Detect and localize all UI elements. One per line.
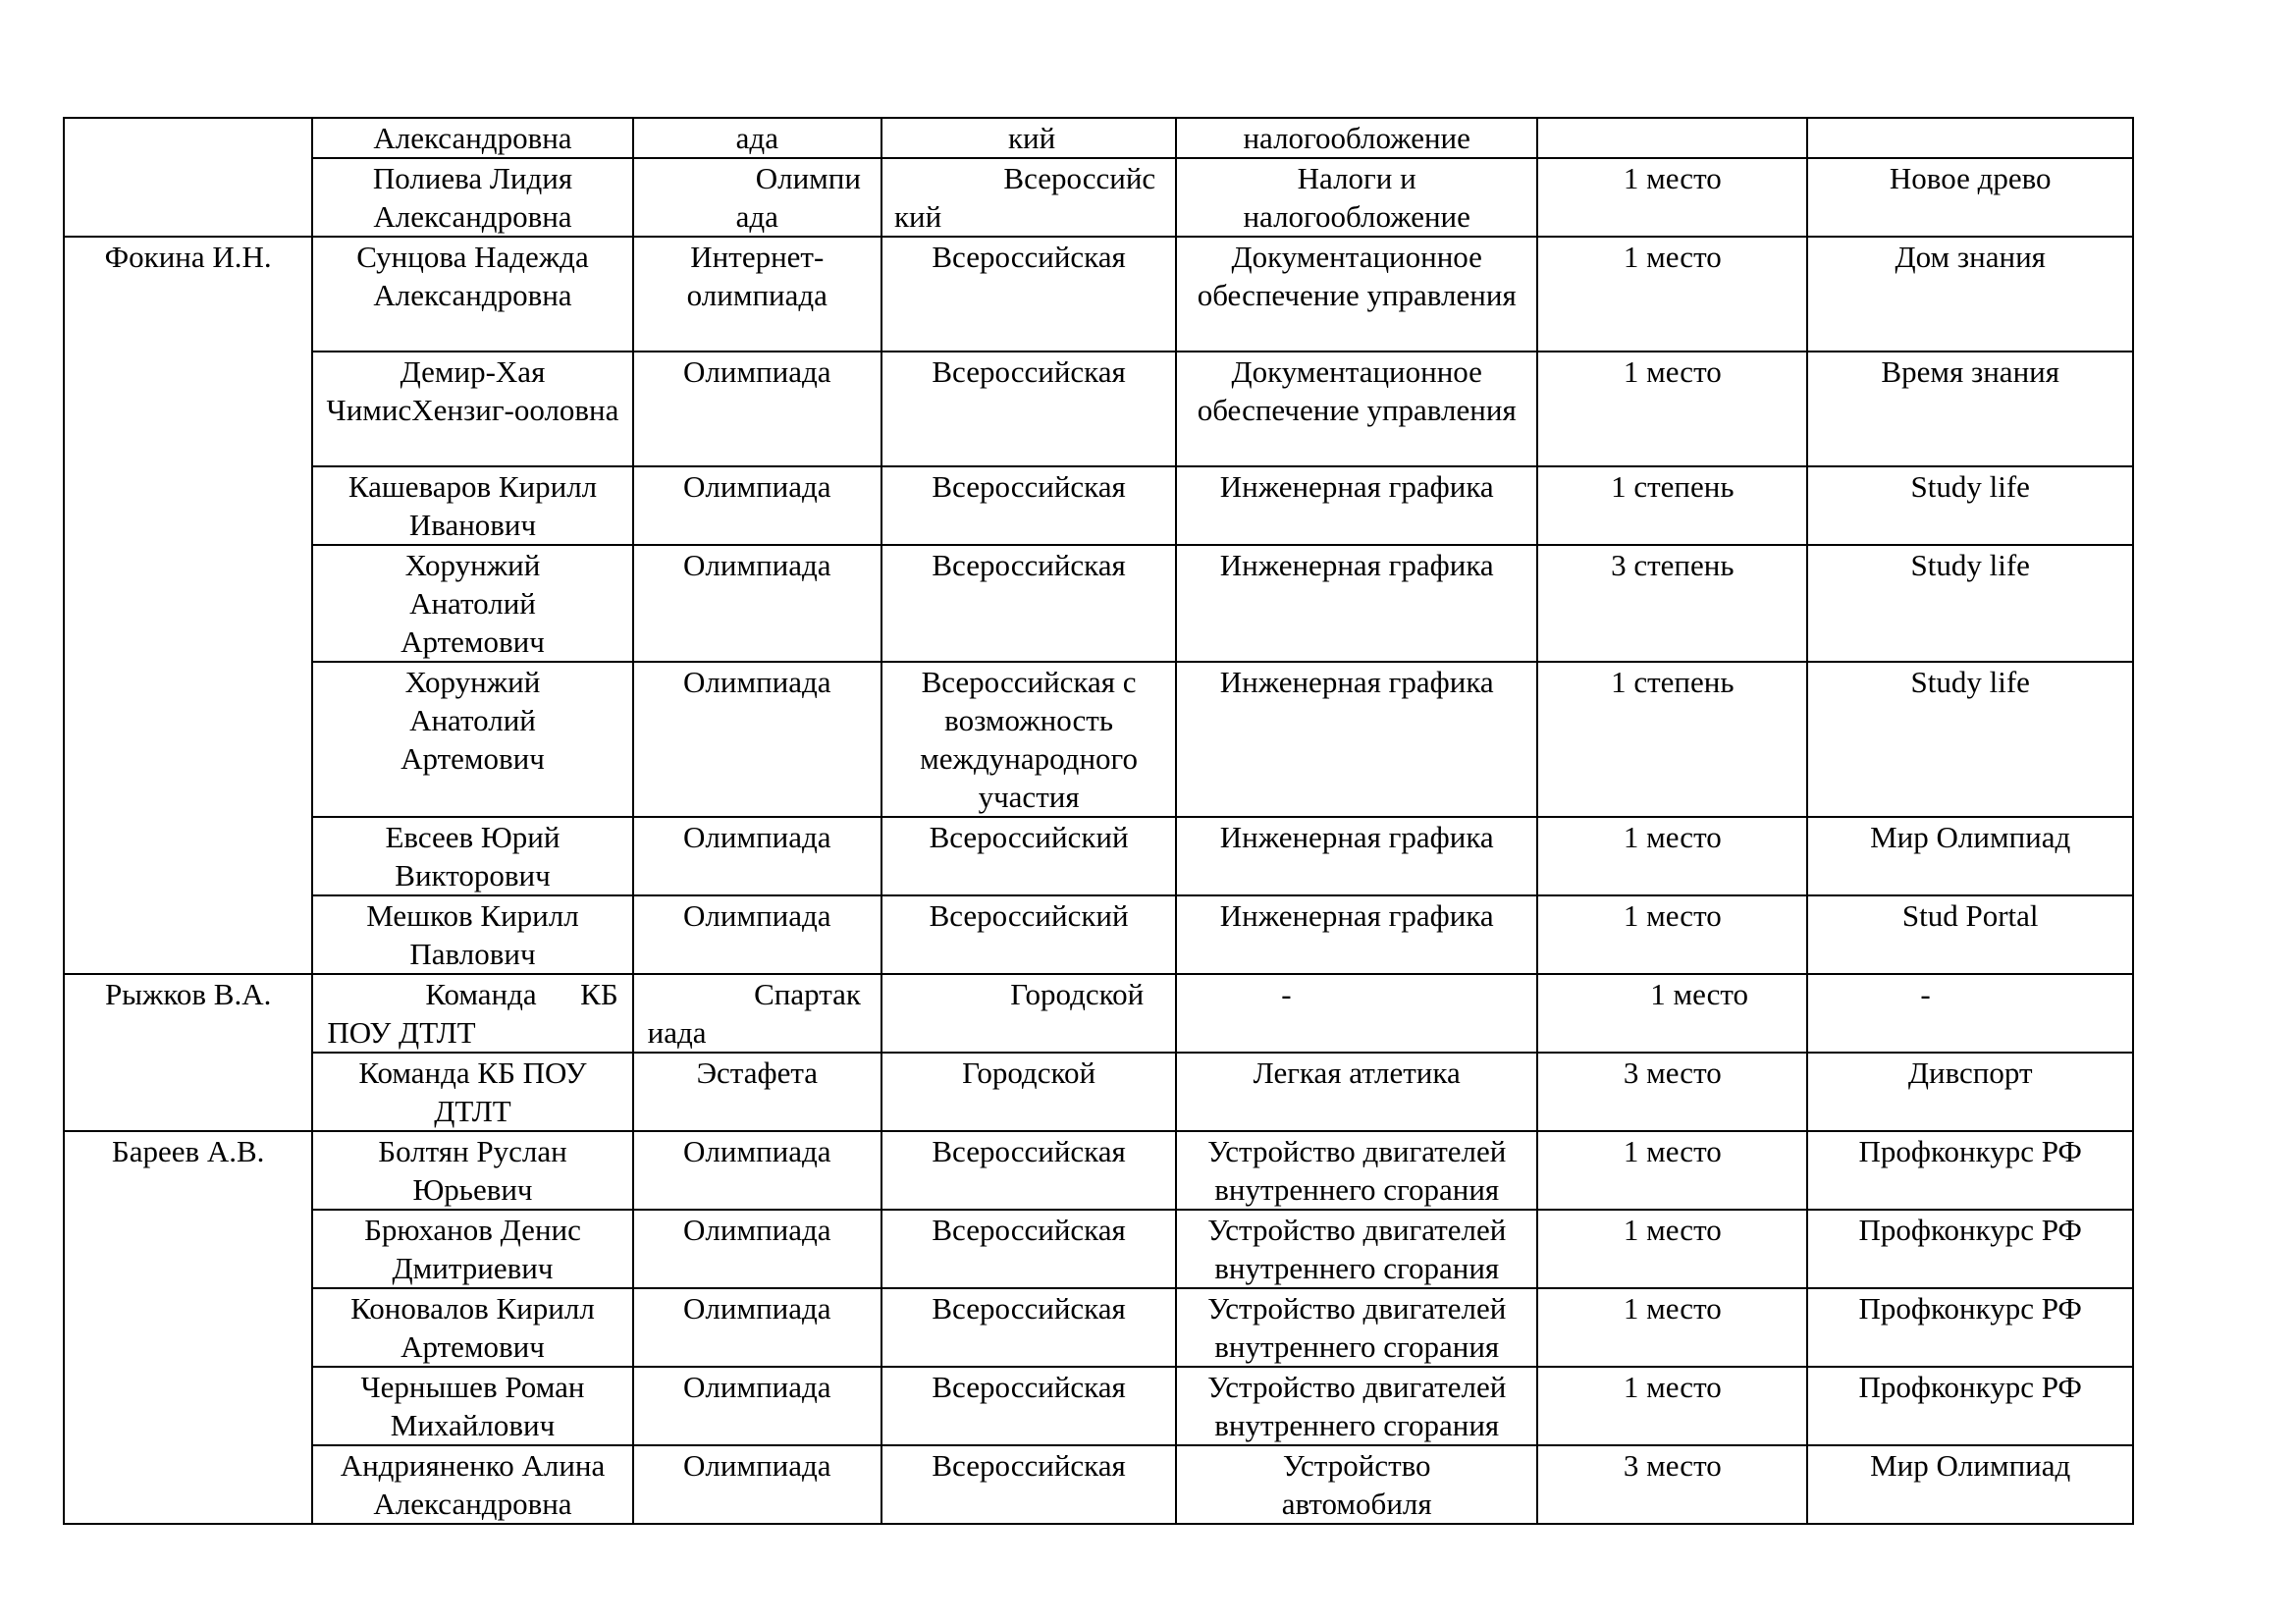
level-cell: Всероссийский	[881, 817, 1176, 895]
organizer-cell: -	[1807, 974, 2133, 1053]
student-cell: Сунцова Надежда Александровна	[312, 237, 632, 352]
level-cell: Городской	[881, 974, 1176, 1053]
type-cell: Олимпиада	[633, 352, 881, 466]
level-cell: Городской	[881, 1053, 1176, 1131]
level-line: Всероссийс	[1003, 161, 1156, 195]
result-cell: 1 место	[1537, 974, 1807, 1053]
subject-cell: налогообложение	[1176, 118, 1537, 158]
level-cell: Всероссийская	[881, 466, 1176, 545]
subject-cell: Устройство двигателей внутреннего сгорания	[1176, 1367, 1537, 1445]
type-cell: Олимпиада	[633, 1288, 881, 1367]
subject-cell: Инженерная графика	[1176, 662, 1537, 817]
level-cell: Всероссийская	[881, 237, 1176, 352]
type-cell: Эстафета	[633, 1053, 881, 1131]
student-cell: Чернышев Роман Михайлович	[312, 1367, 632, 1445]
type-cell: Интернет-олимпиада	[633, 237, 881, 352]
level-cell: Всероссийская	[881, 1288, 1176, 1367]
table-row	[64, 1445, 2133, 1524]
table-row	[64, 1053, 2133, 1131]
type-cell: Олимпиада	[633, 1131, 881, 1210]
table-row	[64, 974, 2133, 1053]
table-row	[64, 817, 2133, 895]
table-row	[64, 1131, 2133, 1210]
table-row	[64, 545, 2133, 662]
table-row	[64, 158, 2133, 237]
table-row	[64, 662, 2133, 817]
level-cell: Всероссийская	[881, 352, 1176, 466]
type-line: ада	[735, 199, 778, 234]
organizer-cell: Мир Олимпиад	[1807, 817, 2133, 895]
result-cell: 1 степень	[1537, 662, 1807, 817]
organizer-cell: Study life	[1807, 545, 2133, 662]
results-table	[63, 117, 2134, 1525]
type-cell: Олимпиада	[633, 1210, 881, 1288]
result-cell: 1 место	[1537, 1367, 1807, 1445]
student-word: КБ	[580, 977, 618, 1011]
level-cell: Всероссийская	[881, 1131, 1176, 1210]
organizer-cell: Профконкурс РФ	[1807, 1131, 2133, 1210]
organizer-cell: Дом знания	[1807, 237, 2133, 352]
subject-cell: -	[1176, 974, 1537, 1053]
student-cell: Брюханов Денис Дмитриевич	[312, 1210, 632, 1288]
organizer-cell: Новое древо	[1807, 158, 2133, 237]
level-line: кий	[893, 199, 942, 234]
result-cell: 3 место	[1537, 1445, 1807, 1524]
type-cell: Олимпиада	[633, 1445, 881, 1524]
type-cell: Олимпиада	[633, 466, 881, 545]
organizer-cell: Дивспорт	[1807, 1053, 2133, 1131]
student-cell: Хорунжий Анатолий Артемович	[312, 545, 632, 662]
organizer-cell: Study life	[1807, 662, 2133, 817]
student-cell: Александровна	[312, 118, 632, 158]
level-cell: Всероссийская	[881, 1210, 1176, 1288]
result-cell: 1 место	[1537, 1288, 1807, 1367]
table-row	[64, 895, 2133, 974]
level-cell: Всероссийская	[881, 1445, 1176, 1524]
organizer-cell	[1807, 118, 2133, 158]
table-row	[64, 237, 2133, 352]
subject-cell: Легкая атлетика	[1176, 1053, 1537, 1131]
organizer-cell: Профконкурс РФ	[1807, 1288, 2133, 1367]
student-cell: Болтян Руслан Юрьевич	[312, 1131, 632, 1210]
level-cell: Всероссийская	[881, 545, 1176, 662]
result-cell: 3 место	[1537, 1053, 1807, 1131]
student-cell: Евсеев Юрий Викторович	[312, 817, 632, 895]
result-cell: 1 место	[1537, 352, 1807, 466]
type-cell: Олимпиада	[633, 545, 881, 662]
student-cell: Демир-Хая ЧимисХензиг-ооловна	[312, 352, 632, 466]
student-cell	[312, 974, 632, 1053]
table-row	[64, 352, 2133, 466]
type-line: иада	[647, 1015, 707, 1050]
subject-cell: Документационное обеспечение управления	[1176, 237, 1537, 352]
student-cell: Коновалов Кирилл Артемович	[312, 1288, 632, 1367]
result-cell: 1 место	[1537, 1131, 1807, 1210]
table-row	[64, 1288, 2133, 1367]
student-cell: Андрияненко Алина Александровна	[312, 1445, 632, 1524]
level-cell: Всероссийская с возможность международного участия	[881, 662, 1176, 817]
subject-cell: Инженерная графика	[1176, 466, 1537, 545]
student-cell: Команда КБ ПОУ ДТЛТ	[312, 1053, 632, 1131]
result-cell: 1 степень	[1537, 466, 1807, 545]
organizer-cell: Профконкурс РФ	[1807, 1367, 2133, 1445]
teacher-cell: Фокина И.Н.	[64, 237, 312, 974]
student-cell: Мешков Кирилл Павлович	[312, 895, 632, 974]
type-cell: Олимпиада	[633, 817, 881, 895]
student-cell: Полиева Лидия Александровна	[312, 158, 632, 237]
result-cell: 1 место	[1537, 1210, 1807, 1288]
table-row	[64, 1367, 2133, 1445]
type-cell: Олимпиада	[633, 895, 881, 974]
result-cell: 1 место	[1537, 158, 1807, 237]
organizer-cell: Время знания	[1807, 352, 2133, 466]
teacher-cell: Бареев А.В.	[64, 1131, 312, 1524]
result-cell: 1 место	[1537, 817, 1807, 895]
table-row	[64, 118, 2133, 158]
organizer-cell: Study life	[1807, 466, 2133, 545]
subject-cell: Инженерная графика	[1176, 545, 1537, 662]
level-cell	[881, 158, 1176, 237]
type-cell	[633, 158, 881, 237]
subject-cell: Устройство двигателей внутреннего сгорания	[1176, 1131, 1537, 1210]
type-cell	[633, 974, 881, 1053]
subject-cell: Устройство автомобиля	[1176, 1445, 1537, 1524]
table-row	[64, 466, 2133, 545]
subject-cell: Документационное обеспечение управления	[1176, 352, 1537, 466]
organizer-cell: Stud Portal	[1807, 895, 2133, 974]
type-cell: Олимпиада	[633, 1367, 881, 1445]
subject-cell: Налоги и налогообложение	[1176, 158, 1537, 237]
subject-cell: Инженерная графика	[1176, 817, 1537, 895]
student-word: Команда	[425, 977, 537, 1011]
type-cell: ада	[633, 118, 881, 158]
result-cell: 1 место	[1537, 895, 1807, 974]
teacher-cell: Рыжков В.А.	[64, 974, 312, 1131]
result-cell: 3 степень	[1537, 545, 1807, 662]
table-row	[64, 1210, 2133, 1288]
student-cell: Кашеваров Кирилл Иванович	[312, 466, 632, 545]
type-cell: Олимпиада	[633, 662, 881, 817]
type-line: Олимпи	[755, 161, 861, 195]
level-cell: Всероссийский	[881, 895, 1176, 974]
subject-cell: Устройство двигателей внутреннего сгорания	[1176, 1288, 1537, 1367]
subject-cell: Инженерная графика	[1176, 895, 1537, 974]
result-cell	[1537, 118, 1807, 158]
student-line: ПОУ ДТЛТ	[327, 1015, 476, 1050]
subject-cell: Устройство двигателей внутреннего сгорания	[1176, 1210, 1537, 1288]
result-cell: 1 место	[1537, 237, 1807, 352]
organizer-cell: Мир Олимпиад	[1807, 1445, 2133, 1524]
type-line: Спартак	[754, 977, 861, 1011]
teacher-cell	[64, 118, 312, 237]
student-cell: Хорунжий Анатолий Артемович	[312, 662, 632, 817]
level-cell: Всероссийская	[881, 1367, 1176, 1445]
organizer-cell: Профконкурс РФ	[1807, 1210, 2133, 1288]
level-cell: кий	[881, 118, 1176, 158]
